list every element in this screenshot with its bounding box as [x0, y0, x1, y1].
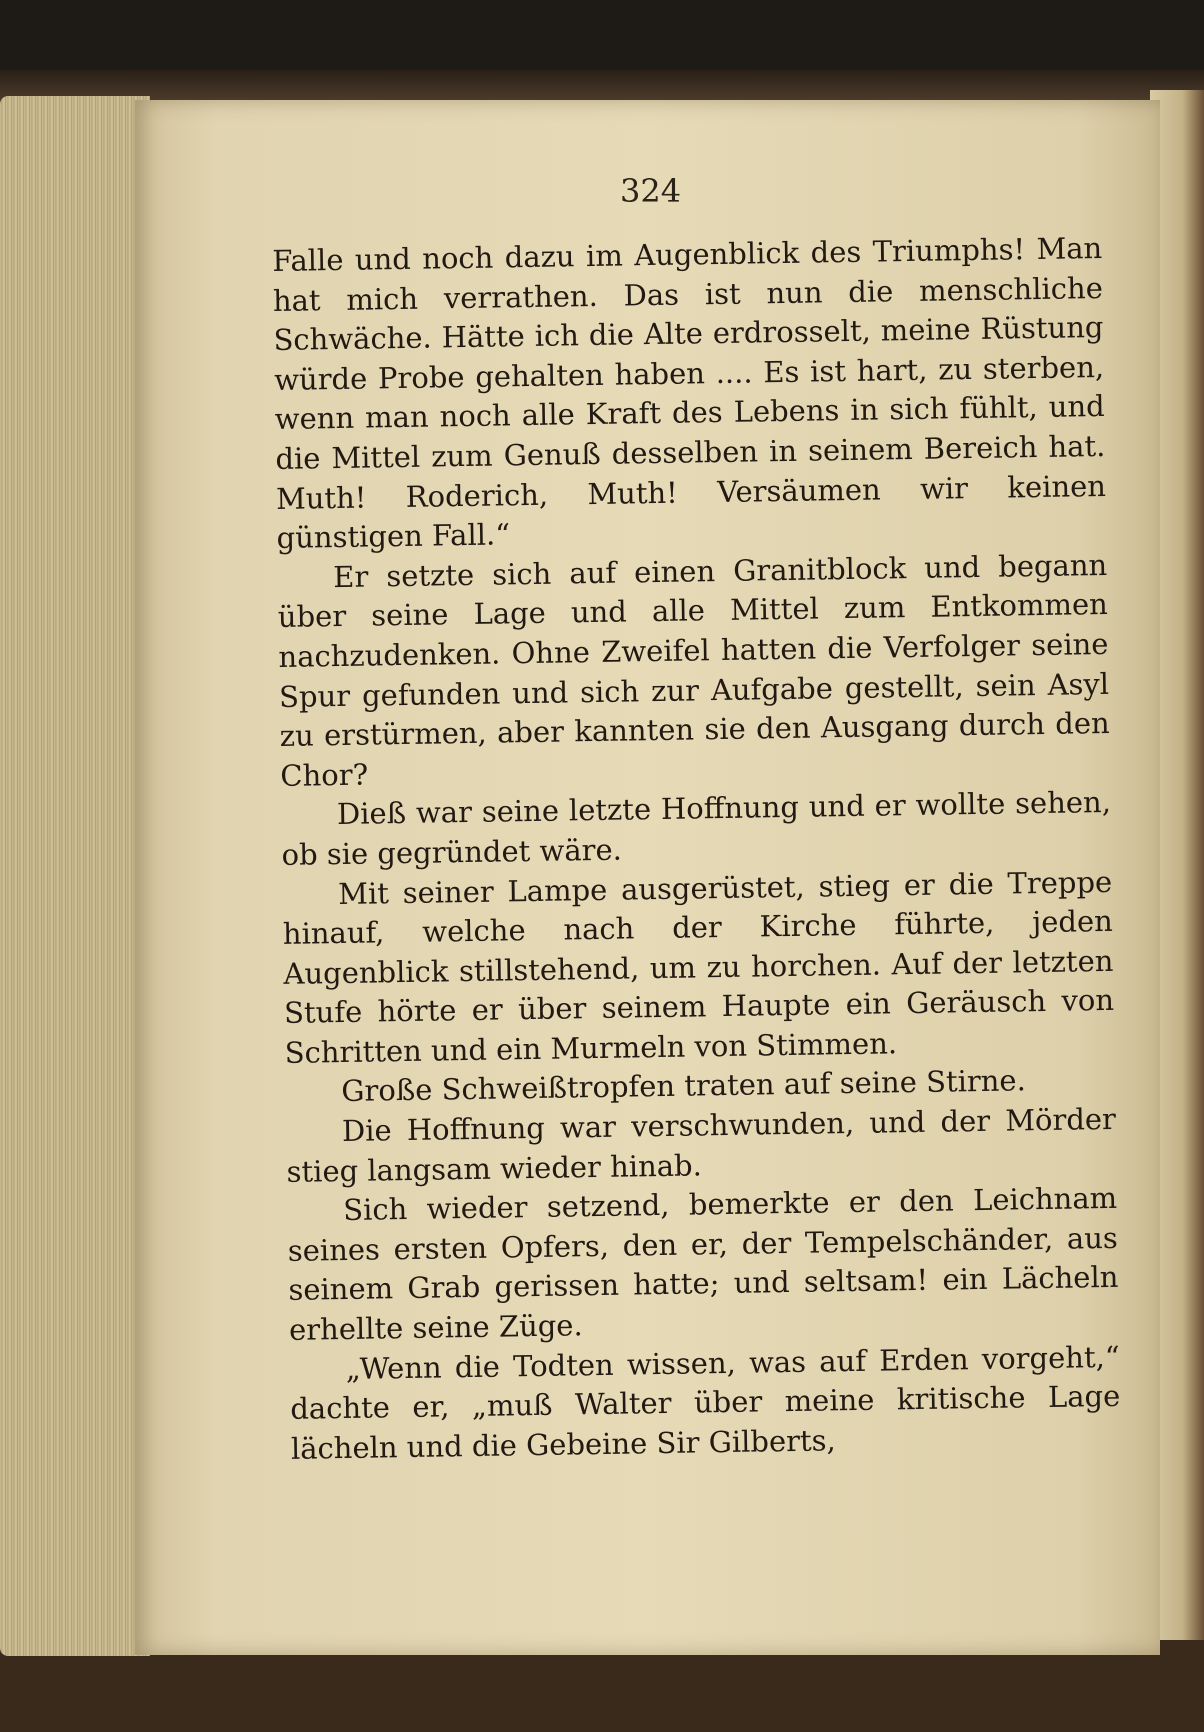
paragraph: Sich wieder setzend, bemerkte er den Leichnam seines ersten Opfers, den er, der Tempelschänder, aus seinem Grab gerissen hatte; und seltsam! ein Lächeln erhellte seine Züge. [287, 1181, 1119, 1347]
page-text [272, 229, 1121, 1469]
paragraph: Dieß war seine letzte Hoffnung und er wollte sehen, ob sie gegründet wäre. [281, 785, 1112, 872]
paragraph: Große Schweißtropfen traten auf seine Stirne. [341, 1063, 1027, 1109]
paragraph: Mit seiner Lampe ausgerüstet, stieg er die Treppe hinauf, welche nach der Kirche führte, jeden Augenblick stillstehend, um zu horchen. Auf der letzten Stufe hörte er über seinem Haupte ein Geräusch von Schritten und ein Murmeln von Stimmen. [282, 864, 1115, 1070]
paragraph: Falle und noch dazu im Augenblick des Triumphs! Man hat mich verrathen. Das ist nun die menschliche Schwäche. Hätte ich die Alte erdrosselt, meine Rüstung würde Probe gehalten haben .... Es ist hart, zu sterben, wenn man noch alle Kraft des Lebens in sich fühlt, und die Mittel zum Genuß desselben in seinem Bereich hat. Muth! Roderich, Muth! Versäumen wir keinen günstigen Fall.“ [272, 230, 1107, 556]
page-number: 324 [620, 172, 682, 210]
book-spine-top [0, 70, 1204, 100]
paragraph: Er setzte sich auf einen Granitblock und begann über seine Lage und alle Mittel zum Entkommen nachzudenken. Ohne Zweifel hatten die Verfolger seine Spur gefunden und sich zur Aufgabe gestellt, sein Asyl zu erstürmen, aber kannten sie den Ausgang durch den Chor? [277, 547, 1110, 793]
paragraph: „Wenn die Todten wissen, was auf Erden vorgeht,“ dachte er, „muß Walter über meine kritische Lage lächeln und die Gebeine Sir Gilberts, [290, 1339, 1121, 1466]
paragraph: Die Hoffnung war verschwunden, und der Mörder stieg langsam wieder hinab. [286, 1101, 1117, 1189]
page-edges-left [0, 96, 150, 1656]
